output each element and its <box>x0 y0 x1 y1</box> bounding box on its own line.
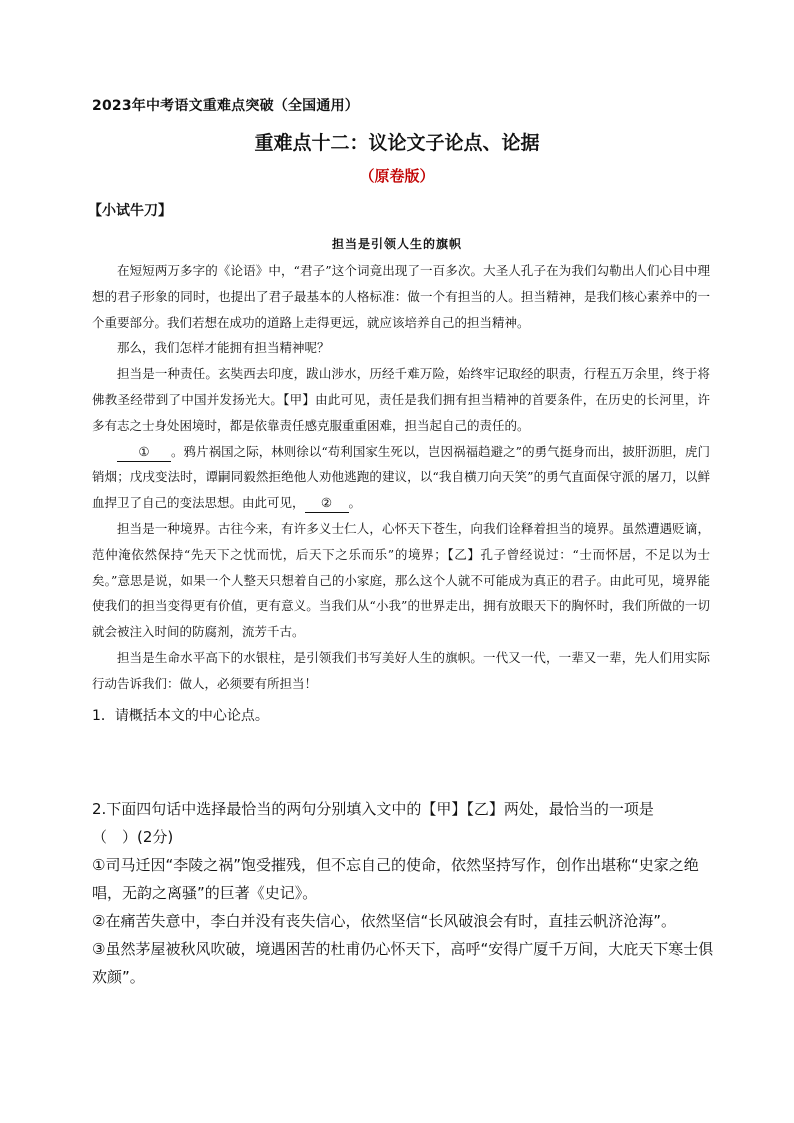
article-body <box>92 258 710 697</box>
question-2-stem: 2.下面四句话中选择最恰当的两句分别填入文中的【甲】【乙】两处，最恰当的一项是 <box>92 800 654 818</box>
blank-2: ② <box>305 494 349 513</box>
question-1: 1．请概括本文的中心论点。 <box>92 708 269 724</box>
article-paragraph-1: 在短短两万多字的《论语》中，“君子”这个词竟出现了一百多次。大圣人孔子在为我们勾勒出人们心目中理想的君子形象的同时，也提出了君子最基本的人格标准：做一个有担当的人。担当精神，是我们核心素养中的一个重要部分。我们若想在成功的道路上走得更远，就应该培养自己的担当精神。 <box>92 263 710 330</box>
question-2-score: （ ）(2分) <box>92 828 174 846</box>
question-2-option-3: ③虽然茅屋被秋风吹破，境遇困苦的杜甫仍心怀天下，高呼“安得广厦千万间，大庇天下寒士俱欢颜”。 <box>92 940 714 986</box>
article-paragraph-6: 担当是生命水平高下的水银柱，是引领我们书写美好人生的旗帜。一代又一代，一辈又一辈，先人们用实际行动告诉我们：做人，必须要有所担当！ <box>92 649 710 691</box>
article-paragraph-4-text-a: 。鸦片祸国之际，林则徐以“苟利国家生死以，岂因祸福趋避之”的勇气挺身而出，披肝沥胆，虎门销烟；戊戌变法时，谭嗣同毅然拒绝他人劝他逃跑的建议，以“我自横刀向天笑”的勇气直面保守派的屠刀，以鲜血捍卫了自己的变法思想。由此可见， <box>92 443 710 511</box>
blank-1: ① <box>117 443 171 462</box>
page-subtitle: （原卷版） <box>359 167 435 185</box>
section-label: 【小试牛刀】 <box>88 203 172 219</box>
article-title: 担当是引领人生的旗帜 <box>331 237 462 251</box>
question-2 <box>92 795 716 991</box>
article-paragraph-4-text-b: 。 <box>348 495 362 511</box>
page-title: 重难点十二：议论文子论点、论据 <box>254 132 540 154</box>
series-header: 2023年中考语文重难点突破（全国通用） <box>92 98 359 114</box>
question-2-option-2: ②在痛苦失意中，李白并没有丧失信心，依然坚信“长风破浪会有时，直挂云帆济沧海”。 <box>92 912 676 930</box>
article-paragraph-2: 那么，我们怎样才能拥有担当精神呢？ <box>117 340 330 356</box>
article-paragraph-5: 担当是一种境界。古往今来，有许多义士仁人，心怀天下苍生，向我们诠释着担当的境界。虽然遭遇贬谪，范仲淹依然保持“先天下之忧而忧，后天下之乐而乐”的境界；【乙】孔子曾经说过：“士而怀居，不足以为士矣。”意思是说，如果一个人整天只想着自己的小家庭，那么这个人就不可能成为真正的君子。由此可见，境界能使我们的担当变得更有价值，更有意义。当我们从“小我”的世界走出，拥有放眼天下的胸怀时，我们所做的一切就会被注入时间的防腐剂，流芳千古。 <box>92 520 710 640</box>
question-2-option-1: ①司马迁因“李陵之祸”饱受摧残，但不忘自己的使命，依然坚持写作，创作出堪称“史家之绝唱，无韵之离骚”的巨著《史记》。 <box>92 856 699 902</box>
article-paragraph-4 <box>92 439 710 516</box>
article-paragraph-3: 担当是一种责任。玄奘西去印度，跋山涉水，历经千难万险，始终牢记取经的职责，行程五万余里，终于将佛教圣经带到了中国并发扬光大。【甲】由此可见，责任是我们拥有担当精神的首要条件，在历史的长河里，许多有志之士身处困境时，都是依靠责任感克服重重困难，担当起自己的责任的。 <box>92 366 710 433</box>
